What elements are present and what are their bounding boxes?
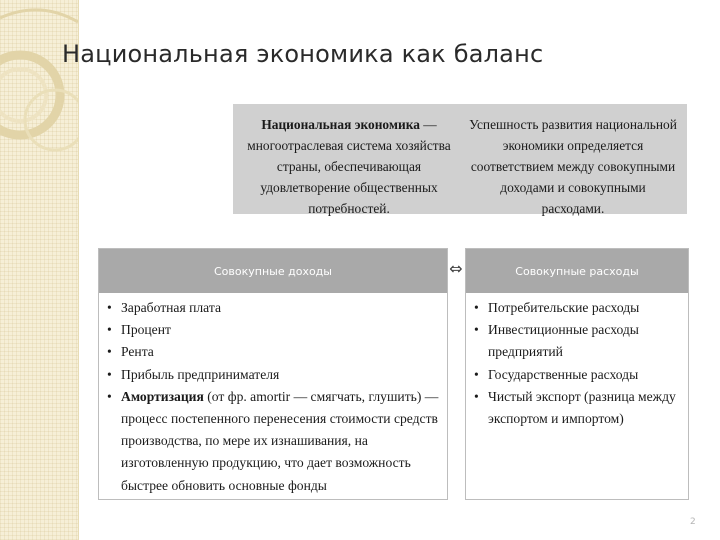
page-number: 2 [690,517,696,527]
expenses-list [466,293,688,430]
list-item: • Государственные расходы [472,364,682,386]
income-list [99,293,447,497]
decorative-divider [78,0,79,540]
list-item: • Прибыль предпринимателя [105,364,441,386]
definition-box [233,104,687,214]
slide-title: Национальная экономика как баланс [62,40,544,68]
decorative-side-strip [0,0,78,540]
expenses-header: Совокупные расходы [466,249,688,293]
income-panel [98,248,448,500]
definition-left-text: — многоотраслевая система хозяйства страны, обеспечивающая удовлетворение общественных потребностей. [247,117,451,216]
amortization-text: (от фр. amortir — смягчать, глушить) — процесс постепенного перенесения стоимости средств производства, по мере их изнашивания, на изготовленную продукцию, что дает возможность быстрее обновить основные фонды [121,388,439,493]
expenses-panel [465,248,689,500]
list-item: • Чистый экспорт (разница между экспортом и импортом) [472,386,682,430]
list-item: • Заработная плата [105,297,441,319]
list-item: • Рента [105,341,441,363]
equivalence-icon: ⇔ [449,259,463,278]
income-header: Совокупные доходы [99,249,447,293]
list-item-amortization [105,386,441,497]
list-item: • Процент [105,319,441,341]
definition-left [245,114,453,216]
definition-term: Национальная экономика [261,117,420,132]
amortization-term: Амортизация [121,388,204,404]
list-item: • Инвестиционные расходы предприятий [472,319,682,363]
definition-right [469,114,677,216]
list-item: • Потребительские расходы [472,297,682,319]
decorative-rings [0,0,78,540]
definition-right-text: Успешность развития национальной экономики определяется соответствием между совокупными доходами и совокупными расходами. [469,117,677,216]
